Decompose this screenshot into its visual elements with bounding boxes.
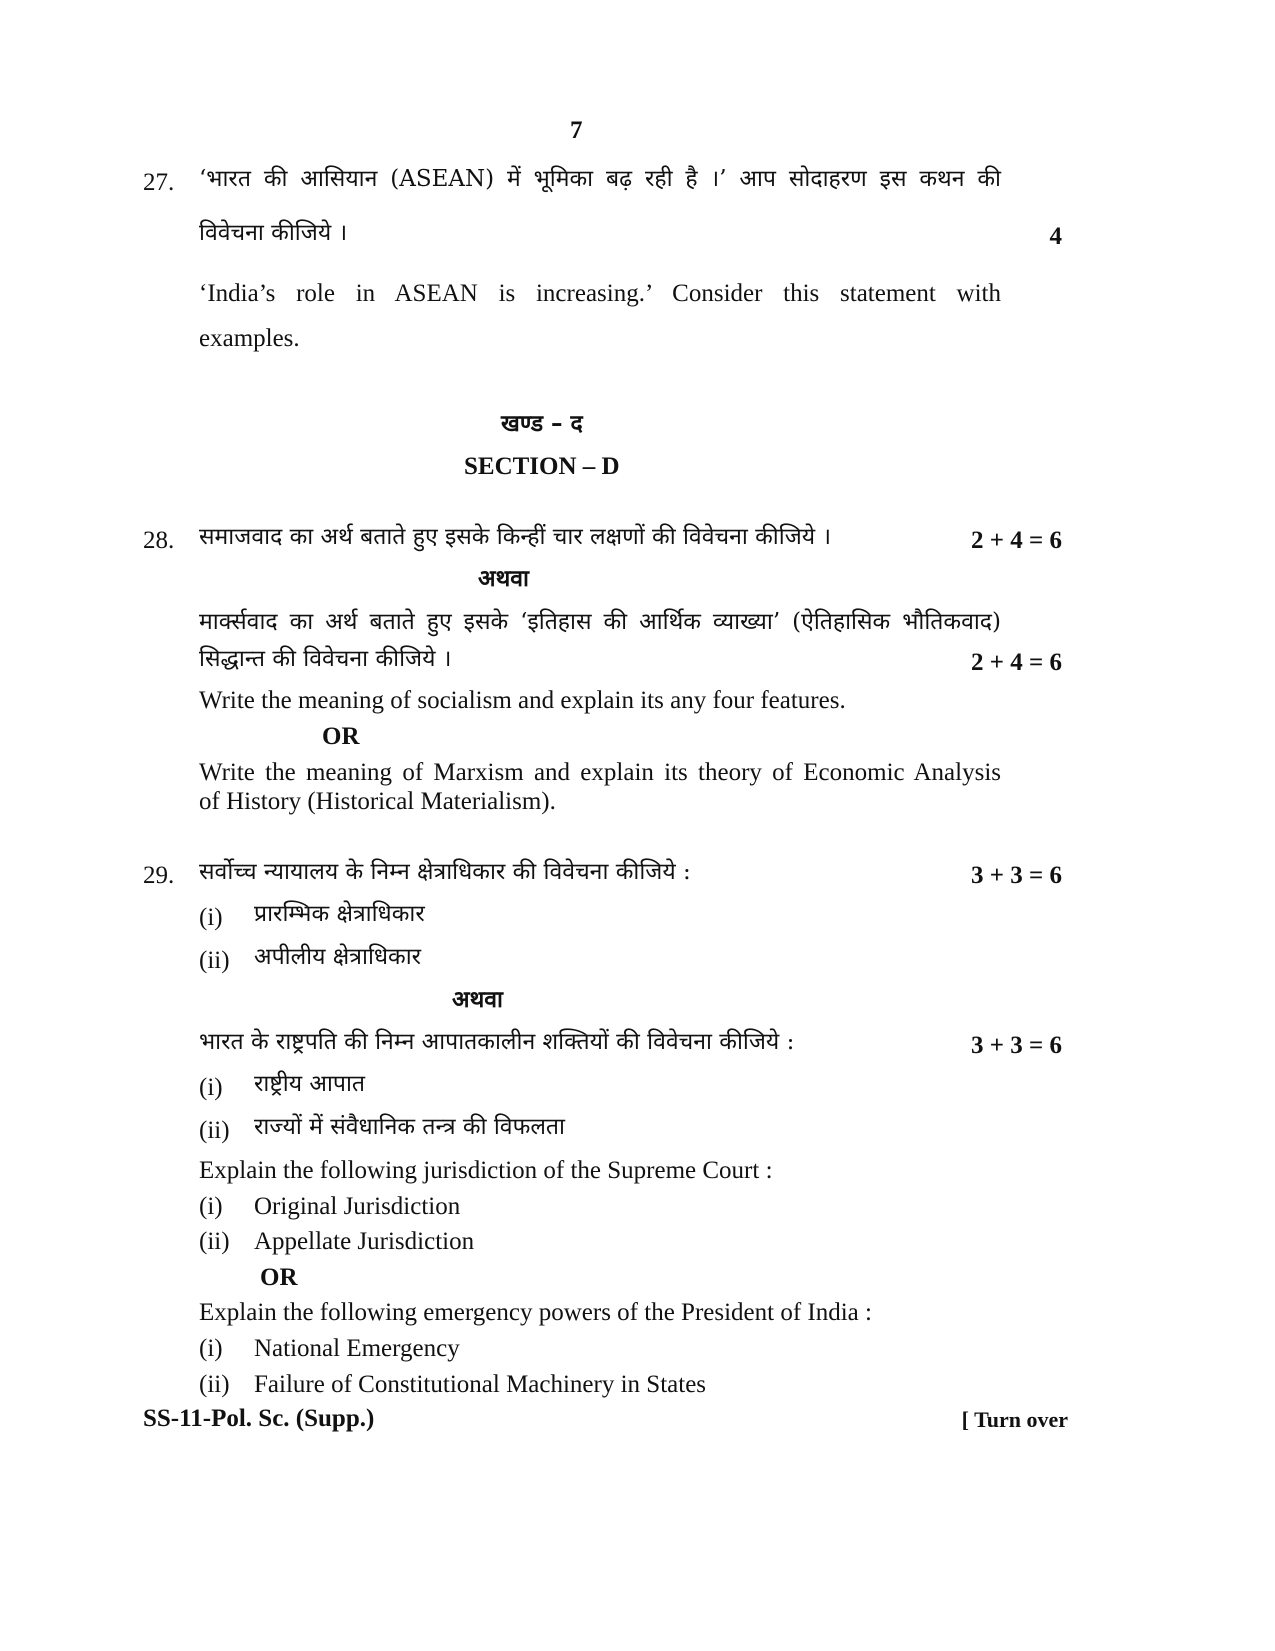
section-heading-english: SECTION – D — [464, 453, 620, 480]
question-29-hindi-main: सर्वोच्च न्यायालय के निम्न क्षेत्राधिकार की विवेचना कीजिये : — [199, 859, 691, 885]
q29-english-alt-item-2-num: (ii) — [199, 1371, 230, 1398]
question-28-or-hindi: अथवा — [478, 566, 530, 592]
q29-hindi-alt-item-1-num: (i) — [199, 1074, 223, 1101]
q29-hindi-alt-item-2-text: राज्यों में संवैधानिक तन्त्र की विफलता — [254, 1114, 565, 1140]
q29-hindi-alt-item-1-text: राष्ट्रीय आपात — [254, 1071, 366, 1097]
question-29-english-main: Explain the following jurisdiction of the Supreme Court : — [199, 1157, 773, 1184]
question-28-or-english: OR — [322, 723, 360, 750]
footer-turn-over: [ Turn over — [961, 1407, 1068, 1432]
question-28-hindi-alt-line1: मार्क्सवाद का अर्थ बताते हुए इसके ‘इतिहास की आर्थिक व्याख्या’ (ऐतिहासिक भौतिकवाद) — [199, 609, 1001, 635]
question-28-english-alt-line1: Write the meaning of Marxism and explain its theory of Economic Analysis — [199, 759, 1001, 786]
question-29-english-alt: Explain the following emergency powers of the President of India : — [199, 1299, 872, 1326]
question-28-number: 28. — [143, 527, 175, 554]
question-29-marks-alt: 3 + 3 = 6 — [971, 1032, 1062, 1059]
question-28-marks-main: 2 + 4 = 6 — [971, 527, 1062, 554]
q29-english-alt-item-2-text: Failure of Constitutional Machinery in States — [254, 1371, 707, 1398]
q29-hindi-main-item-2-text: अपीलीय क्षेत्राधिकार — [254, 944, 422, 970]
question-28-marks-alt: 2 + 4 = 6 — [971, 649, 1062, 676]
question-27-english-line2: examples. — [199, 325, 300, 352]
page-number: 7 — [570, 117, 583, 144]
question-29-marks-main: 3 + 3 = 6 — [971, 862, 1062, 889]
question-29-number: 29. — [143, 862, 175, 889]
q29-hindi-main-item-1-text: प्रारम्भिक क्षेत्राधिकार — [254, 901, 425, 927]
q29-english-alt-item-1-num: (i) — [199, 1335, 223, 1362]
question-27-english-line1: ‘India’s role in ASEAN is increasing.’ Consider this statement with — [199, 280, 1001, 307]
question-27-number: 27. — [143, 169, 175, 196]
q29-hindi-main-item-2-num: (ii) — [199, 947, 230, 974]
q29-hindi-main-item-1-num: (i) — [199, 904, 223, 931]
question-27-marks: 4 — [1049, 223, 1062, 250]
q29-english-main-item-2-text: Appellate Jurisdiction — [254, 1228, 475, 1255]
section-heading-hindi: खण्ड – द — [501, 411, 583, 437]
footer-paper-code: SS-11-Pol. Sc. (Supp.) — [143, 1405, 375, 1432]
question-28-hindi-alt-line2: सिद्धान्त की विवेचना कीजिये । — [199, 646, 452, 672]
question-27-hindi-line1: ‘भारत की आसियान (ASEAN) में भूमिका बढ़ रही है ।’ आप सोदाहरण इस कथन की — [199, 166, 1001, 192]
question-29-or-hindi: अथवा — [452, 987, 504, 1013]
question-28-english-main: Write the meaning of socialism and explain its any four features. — [199, 687, 846, 714]
question-28-english-alt-line2: of History (Historical Materialism). — [199, 788, 556, 815]
question-27-hindi-line2: विवेचना कीजिये । — [199, 220, 348, 246]
q29-hindi-alt-item-2-num: (ii) — [199, 1117, 230, 1144]
question-28-hindi-main: समाजवाद का अर्थ बताते हुए इसके किन्हीं चार लक्षणों की विवेचना कीजिये । — [199, 524, 832, 550]
q29-english-main-item-1-num: (i) — [199, 1193, 223, 1220]
question-29-or-english: OR — [260, 1264, 298, 1291]
question-29-hindi-alt: भारत के राष्ट्रपति की निम्न आपातकालीन शक्तियों की विवेचना कीजिये : — [199, 1029, 795, 1055]
q29-english-alt-item-1-text: National Emergency — [254, 1335, 460, 1362]
q29-english-main-item-2-num: (ii) — [199, 1228, 230, 1255]
q29-english-main-item-1-text: Original Jurisdiction — [254, 1193, 461, 1220]
